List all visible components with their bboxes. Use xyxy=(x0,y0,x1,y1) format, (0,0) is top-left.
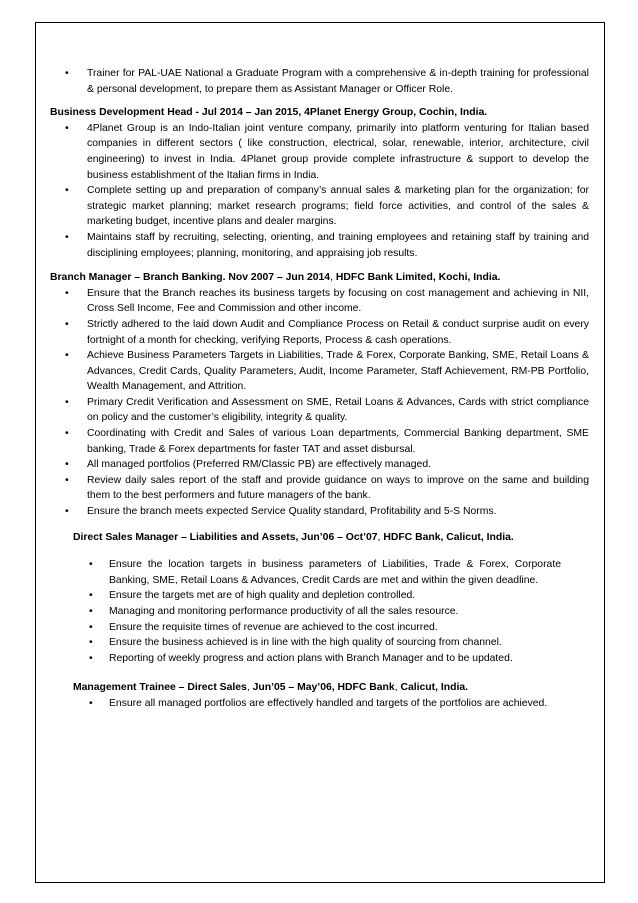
job-title xyxy=(51,680,589,696)
job-title-role: Management Trainee – Direct Sales xyxy=(73,682,247,694)
list-item: • Achieve Business Parameters Targets in Liabilities, Trade & Forex, Corporate Banking, SME, Retail Loans & Advances, Credit Cards, Quality Parameters, Audit, Income Parameter, Staff Achievement, RM-PB Portfolio, Wealth Management, and Attrition. xyxy=(51,348,589,395)
intro-bullet-list xyxy=(51,66,589,97)
job-title-employer: HDFC Bank, Calicut, India. xyxy=(383,531,514,543)
list-item: • Managing and monitoring performance productivity of all the sales resource. xyxy=(51,604,561,620)
job-title-role: Direct Sales Manager – Liabilities and Assets, Jun’06 – Oct’07 xyxy=(73,531,378,543)
list-item: • Ensure the business achieved is in line with the high quality of sourcing from channel. xyxy=(51,635,561,651)
intro-section xyxy=(51,66,589,97)
job-bullet-list xyxy=(51,557,561,666)
job-business-development-head xyxy=(51,105,589,261)
job-management-trainee xyxy=(51,680,589,711)
list-item: • Maintains staff by recruiting, selecting, orienting, and training employees and retaining staff by training and disciplining employees; planning, monitoring, and appraising job results. xyxy=(51,230,589,261)
job-title-separator: , xyxy=(330,272,336,284)
job-title-separator: , xyxy=(246,682,253,694)
list-item: • Primary Credit Verification and Assessment on SME, Retail Loans & Advances, Cards with strict compliance on policy and the customer’s eligibility, integrity & quality. xyxy=(51,395,589,426)
job-title-employer: HDFC Bank Limited, Kochi, India. xyxy=(335,272,501,284)
list-item: • 4Planet Group is an Indo-Italian joint venture company, primarily into platform venturing for Italian based companies in different sectors ( like construction, electrical, solar, renewable, interior, architecture, civil engineering) to invest in India. 4Planet group provide complete infrastructure & support to develop the business establishment of the Italian firms in India. xyxy=(51,121,589,183)
list-item: • Ensure the location targets in business parameters of Liabilities, Trade & Forex, Corporate Banking, SME, Retail Loans & Advances, Credit Cards are met and within the given deadline. xyxy=(51,557,561,588)
list-item: • Strictly adhered to the laid down Audit and Compliance Process on Retail & conduct surprise audit on every fortnight of a month for checking, verifying Reports, Process & cash operations. xyxy=(51,317,589,348)
job-bullet-list xyxy=(51,286,589,520)
job-title: Business Development Head - Jul 2014 – Jan 2015, 4Planet Energy Group, Cochin, India. xyxy=(50,107,488,119)
list-item: • Ensure that the Branch reaches its business targets by focusing on cost management and achieving in NII, Cross Sell Income, Fee and Commission and other income. xyxy=(51,286,589,317)
job-title-separator: , xyxy=(377,531,384,543)
job-bullet-list xyxy=(51,121,589,261)
job-title-role: Branch Manager – Branch Banking. Nov 2007 – Jun 2014 xyxy=(50,272,331,284)
job-title xyxy=(50,270,589,286)
job-title xyxy=(51,530,589,546)
job-title-dates-employer: Jun’05 – May’06, HDFC Bank xyxy=(252,682,395,694)
job-title-separator: , xyxy=(394,682,401,694)
list-item: • Ensure the branch meets expected Service Quality standard, Profitability and 5-S Norms. xyxy=(51,504,589,520)
list-item: • Ensure all managed portfolios are effectively handled and targets of the portfolios are achieved. xyxy=(51,696,561,712)
list-item: • Ensure the requisite times of revenue are achieved to the cost incurred. xyxy=(51,620,561,636)
job-direct-sales-manager xyxy=(51,530,589,667)
list-item: • Review daily sales report of the staff and provide guidance on ways to improve on the same and building them to the best performers and future managers of the bank. xyxy=(51,473,589,504)
list-item: • Complete setting up and preparation of company’s annual sales & marketing plan for the organization; for strategic market planning; market research programs; field force activities, and control of the sales & marketing budget, incentive plans and dealer margins. xyxy=(51,183,589,230)
list-item: • All managed portfolios (Preferred RM/Classic PB) are effectively managed. xyxy=(51,457,589,473)
resume-content xyxy=(51,66,589,712)
job-title-location: Calicut, India. xyxy=(400,682,469,694)
list-item: • Reporting of weekly progress and action plans with Branch Manager and to be updated. xyxy=(51,651,561,667)
job-branch-manager xyxy=(51,270,589,520)
job-bullet-list xyxy=(51,696,561,712)
list-item: • Trainer for PAL-UAE National a Graduate Program with a comprehensive & in-depth training for professional & personal development, to prepare them as Assistant Manager or Officer Role. xyxy=(51,66,589,97)
list-item: • Ensure the targets met are of high quality and depletion controlled. xyxy=(51,588,561,604)
list-item: • Coordinating with Credit and Sales of various Loan departments, Commercial Banking department, SME banking, Trade & Forex departments for faster TAT and asset disbursal. xyxy=(51,426,589,457)
